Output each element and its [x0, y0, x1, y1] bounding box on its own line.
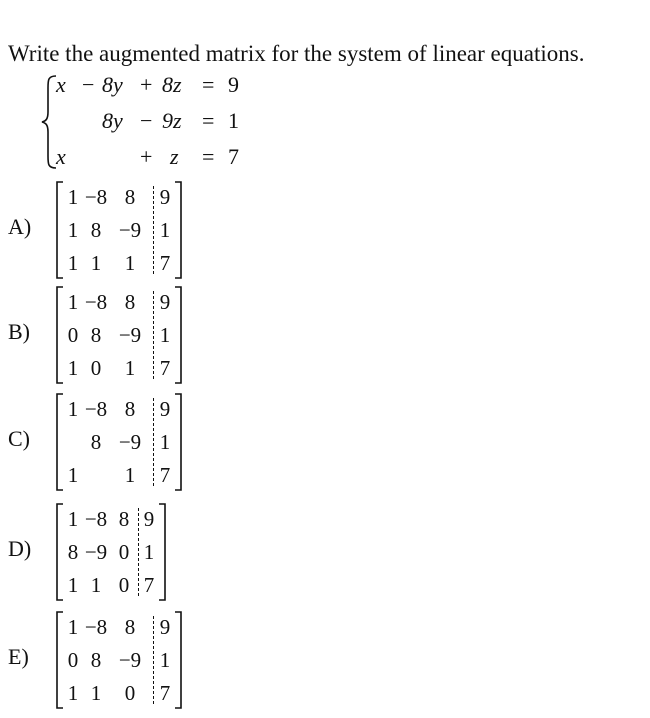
choice-label: B) — [8, 319, 30, 344]
augment-separator — [153, 616, 154, 704]
matrix-cell: 8 — [90, 648, 102, 672]
matrix-cell: 1 — [67, 251, 79, 275]
choice-a[interactable] — [0, 180, 260, 280]
eq-term: x — [56, 72, 66, 97]
eq-equals: = — [202, 144, 215, 169]
matrix-cell: 8 — [67, 540, 79, 564]
matrix-cell: 7 — [159, 251, 171, 275]
matrix-cell: 1 — [67, 397, 79, 421]
matrix-cell: 8 — [124, 290, 136, 314]
matrix-cell: 1 — [90, 573, 102, 597]
matrix-cell: 1 — [67, 615, 79, 639]
matrix-cell: 1 — [67, 681, 79, 705]
right-bracket — [174, 285, 182, 385]
choice-label: D) — [8, 536, 32, 561]
matrix-cell: 8 — [124, 397, 136, 421]
matrix-cell: 1 — [67, 463, 79, 487]
matrix-cell: 8 — [124, 185, 136, 209]
matrix-cell: 8 — [118, 507, 130, 531]
equation-system — [40, 72, 260, 172]
matrix-cell: 1 — [159, 648, 171, 672]
eq-constant: 9 — [228, 72, 239, 97]
augmented-matrix — [56, 180, 182, 280]
matrix-cell: 9 — [159, 185, 171, 209]
eq-constant: 7 — [228, 144, 239, 169]
matrix-cell: 0 — [118, 540, 130, 564]
matrix-cell: 1 — [159, 430, 171, 454]
matrix-cell: 9 — [143, 507, 155, 531]
eq-term: 8y — [102, 72, 123, 97]
choice-d[interactable] — [0, 502, 260, 602]
matrix-cell: 1 — [67, 507, 79, 531]
matrix-cell: 1 — [159, 323, 171, 347]
matrix-cell: 8 — [90, 218, 102, 242]
left-bracket — [56, 502, 64, 602]
choice-c[interactable] — [0, 392, 260, 492]
matrix-cell: 1 — [159, 218, 171, 242]
matrix-cell: 1 — [124, 251, 136, 275]
matrix-cell: 1 — [67, 290, 79, 314]
matrix-cell: 7 — [159, 463, 171, 487]
matrix-cell: −9 — [118, 323, 142, 347]
matrix-cell: 1 — [67, 356, 79, 380]
matrix-cell: −8 — [84, 615, 108, 639]
eq-operator: − — [82, 72, 95, 97]
matrix-cell: 9 — [159, 615, 171, 639]
matrix-cell: 8 — [90, 323, 102, 347]
augmented-matrix — [56, 502, 166, 602]
matrix-cell: −8 — [84, 185, 108, 209]
eq-term: 9z — [162, 108, 182, 133]
matrix-cell: −9 — [118, 430, 142, 454]
matrix-cell: 0 — [118, 573, 130, 597]
matrix-cell: 1 — [67, 218, 79, 242]
matrix-cell: 9 — [159, 290, 171, 314]
left-bracket — [56, 285, 64, 385]
matrix-cell: −9 — [118, 648, 142, 672]
matrix-cell: 0 — [67, 323, 79, 347]
matrix-cell: 1 — [124, 463, 136, 487]
eq-equals: = — [202, 72, 215, 97]
eq-term: x — [56, 144, 66, 169]
matrix-cell: 7 — [159, 681, 171, 705]
matrix-cell: 9 — [159, 397, 171, 421]
eq-term: z — [170, 144, 179, 169]
eq-operator: − — [140, 108, 153, 133]
right-bracket — [158, 502, 166, 602]
left-bracket — [56, 180, 64, 280]
augmented-matrix — [56, 285, 182, 385]
matrix-cell — [82, 462, 110, 488]
matrix-cell: 1 — [67, 573, 79, 597]
matrix-cell: 1 — [67, 185, 79, 209]
matrix-cell: 0 — [124, 681, 136, 705]
prompt-text: Write the augmented matrix for the system of linear equations. — [8, 41, 585, 66]
matrix-cell: 1 — [90, 681, 102, 705]
matrix-cell: 1 — [90, 251, 102, 275]
matrix-cell: 0 — [67, 648, 79, 672]
left-bracket — [56, 610, 64, 710]
matrix-cell — [64, 429, 82, 455]
choice-label: C) — [8, 426, 30, 451]
eq-constant: 1 — [228, 108, 239, 133]
augmented-matrix — [56, 392, 182, 492]
matrix-cell: −9 — [118, 218, 142, 242]
eq-operator: + — [140, 72, 153, 97]
choice-e[interactable] — [0, 610, 260, 710]
matrix-cell: −8 — [84, 290, 108, 314]
matrix-cell: 7 — [159, 356, 171, 380]
right-bracket — [174, 392, 182, 492]
matrix-cell: 8 — [90, 430, 102, 454]
eq-equals: = — [202, 108, 215, 133]
choice-label: E) — [8, 644, 29, 669]
left-bracket — [56, 392, 64, 492]
matrix-cell: 8 — [124, 615, 136, 639]
matrix-cell: 7 — [143, 573, 155, 597]
eq-term: 8y — [102, 108, 123, 133]
augment-separator — [153, 398, 154, 486]
matrix-cell: 1 — [124, 356, 136, 380]
eq-term: 8z — [162, 72, 182, 97]
matrix-cell: 1 — [143, 540, 155, 564]
right-bracket — [174, 180, 182, 280]
augmented-matrix — [56, 610, 182, 710]
matrix-cell: −9 — [84, 540, 108, 564]
augment-separator — [153, 291, 154, 379]
augment-separator — [138, 508, 139, 596]
matrix-cell: 0 — [90, 356, 102, 380]
right-bracket — [174, 610, 182, 710]
eq-operator: + — [140, 144, 153, 169]
matrix-cell: −8 — [84, 397, 108, 421]
matrix-cell: −8 — [84, 507, 108, 531]
choice-label: A) — [8, 214, 32, 239]
augment-separator — [153, 186, 154, 274]
choice-b[interactable] — [0, 285, 260, 385]
